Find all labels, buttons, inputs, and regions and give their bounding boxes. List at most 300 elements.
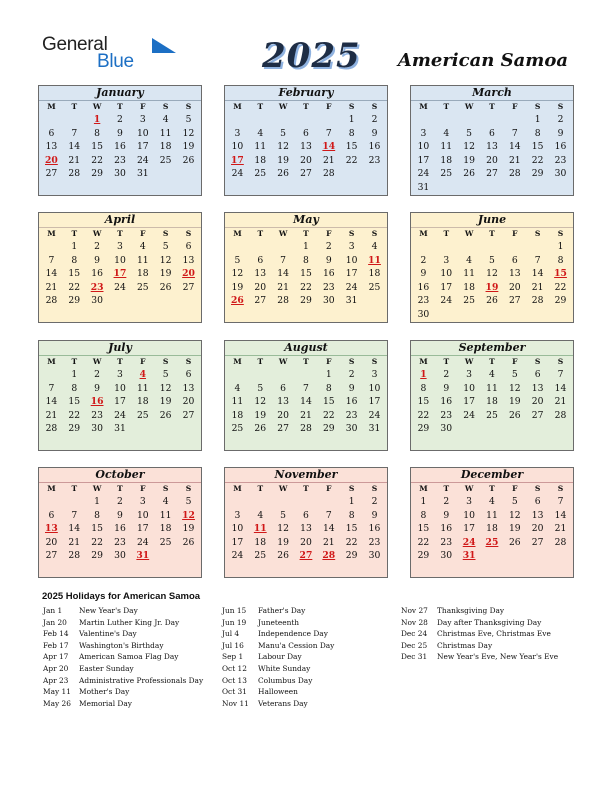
month-march bbox=[410, 85, 574, 196]
day-cell: 11 bbox=[486, 509, 498, 521]
weekday-header: S bbox=[557, 229, 564, 238]
day-cell: 29 bbox=[91, 550, 103, 562]
weekday-header: W bbox=[92, 229, 102, 238]
weekday-header: M bbox=[419, 357, 428, 366]
weekday-header: T bbox=[257, 102, 264, 111]
empty-day-cell bbox=[154, 549, 177, 563]
day-cell: 18 bbox=[159, 523, 172, 535]
weekday-header: M bbox=[233, 484, 242, 493]
day-cell: 2 bbox=[371, 114, 378, 125]
day-cell: 7 bbox=[557, 496, 564, 507]
day-cell: 23 bbox=[368, 154, 381, 166]
empty-day-cell bbox=[295, 495, 318, 509]
month-august bbox=[224, 340, 388, 451]
day-cell: 5 bbox=[234, 254, 241, 266]
day-cell: 26 bbox=[182, 154, 195, 166]
day-cell: 19 bbox=[277, 154, 289, 166]
holiday-name: Columbus Day bbox=[258, 675, 313, 685]
day-cell: 17 bbox=[114, 396, 126, 408]
month-days-table bbox=[40, 483, 200, 563]
day-cell: 6 bbox=[48, 509, 55, 521]
holiday-date: Nov 28 bbox=[401, 617, 428, 627]
day-cell: 19 bbox=[463, 154, 475, 166]
empty-day-cell bbox=[295, 113, 318, 127]
holiday-day-cell: 11 bbox=[368, 254, 381, 266]
day-cell: 9 bbox=[443, 509, 450, 521]
day-cell: 4 bbox=[443, 127, 450, 139]
empty-day-cell bbox=[154, 167, 177, 181]
day-cell: 13 bbox=[300, 141, 312, 153]
day-cell: 16 bbox=[345, 396, 358, 408]
day-cell: 8 bbox=[557, 254, 564, 266]
holiday-name: New Year's Day bbox=[79, 606, 138, 615]
month-june bbox=[410, 212, 574, 323]
day-cell: 26 bbox=[508, 536, 521, 548]
day-cell: 2 bbox=[117, 496, 123, 507]
month-october bbox=[38, 467, 202, 578]
weekday-header: S bbox=[557, 357, 564, 366]
holiday-day-cell: 23 bbox=[90, 281, 104, 293]
empty-day-cell bbox=[481, 181, 504, 195]
holiday-day-cell: 4 bbox=[139, 369, 146, 380]
month-name: November bbox=[225, 468, 387, 483]
day-cell: 29 bbox=[531, 168, 544, 180]
holiday-date: Apr 20 bbox=[43, 663, 69, 673]
empty-day-cell bbox=[503, 422, 526, 436]
day-cell: 19 bbox=[277, 536, 289, 548]
weekday-header: T bbox=[71, 484, 78, 493]
day-cell: 19 bbox=[182, 141, 195, 153]
day-cell: 19 bbox=[159, 268, 172, 280]
day-cell: 13 bbox=[182, 254, 195, 266]
weekday-header: T bbox=[443, 357, 450, 366]
day-cell: 19 bbox=[159, 396, 172, 408]
day-cell: 18 bbox=[159, 141, 172, 153]
day-cell: 20 bbox=[254, 281, 267, 293]
month-days-table bbox=[412, 101, 572, 195]
day-cell: 3 bbox=[139, 496, 146, 507]
month-july bbox=[38, 340, 202, 451]
holiday-day-cell: 17 bbox=[113, 268, 127, 280]
day-cell: 15 bbox=[68, 396, 81, 408]
day-cell: 9 bbox=[371, 127, 378, 139]
day-cell: 30 bbox=[91, 295, 103, 307]
day-cell: 15 bbox=[531, 141, 544, 153]
weekday-header: W bbox=[278, 484, 288, 493]
day-cell: 31 bbox=[114, 423, 126, 435]
day-cell: 10 bbox=[231, 141, 244, 153]
weekday-header: S bbox=[162, 229, 169, 238]
day-cell: 10 bbox=[114, 254, 126, 266]
day-cell: 18 bbox=[136, 396, 149, 408]
weekday-header: F bbox=[326, 484, 332, 493]
day-cell: 20 bbox=[508, 281, 521, 293]
day-cell: 20 bbox=[45, 536, 58, 548]
day-cell: 4 bbox=[489, 369, 495, 380]
day-cell: 1 bbox=[94, 496, 101, 507]
holiday-name: Christmas Eve, Christmas Eve bbox=[437, 629, 551, 639]
day-cell: 4 bbox=[466, 254, 473, 266]
holiday-date: May 11 bbox=[43, 687, 71, 697]
empty-day-cell bbox=[458, 181, 481, 195]
month-name: February bbox=[225, 86, 387, 101]
weekday-header: S bbox=[162, 102, 169, 111]
day-cell: 21 bbox=[300, 409, 312, 421]
month-april bbox=[38, 212, 202, 323]
day-cell: 7 bbox=[534, 254, 541, 266]
month-days-table bbox=[40, 101, 200, 181]
day-cell: 10 bbox=[136, 127, 149, 139]
holiday-row bbox=[222, 698, 334, 710]
day-cell: 4 bbox=[162, 496, 169, 507]
day-cell: 7 bbox=[325, 509, 332, 521]
day-cell: 21 bbox=[554, 396, 567, 408]
holiday-name: New Year's Eve, New Year's Eve bbox=[437, 652, 559, 662]
day-cell: 25 bbox=[159, 536, 172, 548]
holiday-date: Feb 14 bbox=[43, 629, 69, 639]
holiday-date: Dec 31 bbox=[401, 652, 428, 662]
weekday-header: S bbox=[371, 229, 378, 238]
day-cell: 1 bbox=[557, 241, 564, 252]
day-cell: 6 bbox=[511, 254, 518, 266]
weekday-header: W bbox=[278, 102, 288, 111]
day-cell: 29 bbox=[554, 295, 567, 307]
day-cell: 13 bbox=[254, 268, 267, 280]
month-may bbox=[224, 212, 388, 323]
day-cell: 24 bbox=[114, 281, 126, 293]
day-cell: 29 bbox=[417, 423, 430, 435]
holiday-row bbox=[222, 617, 334, 629]
month-name: September bbox=[411, 341, 573, 356]
holiday-row bbox=[222, 686, 334, 698]
holiday-date: Oct 13 bbox=[222, 675, 247, 685]
weekday-header: T bbox=[71, 102, 78, 111]
month-november bbox=[224, 467, 388, 578]
day-cell: 22 bbox=[300, 281, 312, 293]
empty-day-cell bbox=[503, 240, 526, 254]
weekday-header: M bbox=[419, 102, 428, 111]
calendar-year: 2025 bbox=[262, 36, 361, 76]
empty-day-cell bbox=[249, 368, 272, 382]
weekday-header: T bbox=[489, 484, 495, 493]
day-cell: 12 bbox=[159, 254, 172, 266]
day-cell: 3 bbox=[234, 509, 241, 521]
day-cell: 6 bbox=[280, 382, 287, 394]
holiday-date: Oct 12 bbox=[222, 663, 247, 673]
day-cell: 27 bbox=[45, 168, 58, 180]
weekday-header: S bbox=[185, 102, 192, 111]
day-cell: 30 bbox=[322, 295, 335, 307]
day-cell: 18 bbox=[440, 154, 453, 166]
weekday-header: W bbox=[92, 357, 102, 366]
day-cell: 14 bbox=[300, 396, 312, 408]
holiday-row bbox=[43, 605, 203, 617]
holiday-name: Memorial Day bbox=[79, 698, 132, 708]
general-blue-logo bbox=[42, 34, 152, 74]
empty-day-cell bbox=[177, 549, 200, 563]
day-cell: 3 bbox=[443, 254, 450, 266]
weekday-header: S bbox=[162, 357, 169, 366]
weekday-header: W bbox=[92, 484, 102, 493]
day-cell: 14 bbox=[68, 141, 81, 153]
day-cell: 22 bbox=[554, 281, 567, 293]
weekday-header: T bbox=[303, 229, 309, 238]
holiday-name: Halloween bbox=[258, 687, 298, 697]
empty-day-cell bbox=[109, 294, 132, 308]
holiday-day-cell: 11 bbox=[253, 523, 267, 535]
weekday-header: M bbox=[233, 229, 242, 238]
holiday-date: Jun 15 bbox=[222, 606, 247, 615]
holiday-day-cell: 26 bbox=[231, 295, 244, 307]
day-cell: 18 bbox=[486, 396, 498, 408]
day-cell: 16 bbox=[440, 396, 453, 408]
day-cell: 29 bbox=[68, 423, 81, 435]
day-cell: 23 bbox=[114, 154, 126, 166]
day-cell: 7 bbox=[71, 127, 78, 139]
day-cell: 9 bbox=[371, 509, 378, 521]
weekday-header: S bbox=[348, 229, 355, 238]
month-days-table bbox=[40, 228, 200, 308]
day-cell: 3 bbox=[117, 241, 123, 252]
day-cell: 30 bbox=[91, 423, 103, 435]
day-cell: 15 bbox=[322, 396, 335, 408]
empty-day-cell bbox=[40, 240, 63, 254]
empty-day-cell bbox=[131, 294, 154, 308]
weekday-header: T bbox=[303, 484, 309, 493]
day-cell: 27 bbox=[182, 281, 195, 293]
weekday-header: S bbox=[348, 484, 355, 493]
day-cell: 5 bbox=[511, 369, 518, 380]
day-cell: 26 bbox=[254, 423, 267, 435]
weekday-header: F bbox=[512, 357, 518, 366]
day-cell: 3 bbox=[139, 114, 146, 125]
weekday-header: S bbox=[371, 102, 378, 111]
day-cell: 7 bbox=[48, 382, 55, 394]
month-days-table bbox=[226, 483, 386, 563]
month-september bbox=[410, 340, 574, 451]
holiday-row bbox=[43, 675, 203, 687]
month-name: May bbox=[225, 213, 387, 228]
day-cell: 16 bbox=[417, 281, 430, 293]
holiday-day-cell: 12 bbox=[182, 509, 195, 521]
day-cell: 19 bbox=[508, 396, 521, 408]
day-cell: 10 bbox=[440, 268, 453, 280]
day-cell: 21 bbox=[322, 154, 335, 166]
holiday-date: Feb 17 bbox=[43, 640, 69, 650]
holiday-name: Labour Day bbox=[258, 652, 302, 662]
day-cell: 22 bbox=[322, 409, 335, 421]
day-cell: 23 bbox=[440, 536, 453, 548]
day-cell: 12 bbox=[463, 141, 475, 153]
day-cell: 31 bbox=[136, 168, 149, 180]
weekday-header: F bbox=[512, 484, 518, 493]
weekday-header: M bbox=[47, 357, 56, 366]
day-cell: 22 bbox=[345, 154, 358, 166]
weekday-header: T bbox=[257, 229, 264, 238]
day-cell: 21 bbox=[68, 154, 81, 166]
day-cell: 3 bbox=[466, 369, 473, 380]
empty-day-cell bbox=[435, 308, 458, 322]
empty-day-cell bbox=[435, 181, 458, 195]
holiday-row bbox=[43, 640, 203, 652]
holiday-row bbox=[222, 640, 334, 652]
empty-day-cell bbox=[177, 294, 200, 308]
day-cell: 15 bbox=[345, 141, 358, 153]
day-cell: 23 bbox=[417, 295, 430, 307]
weekday-header: M bbox=[419, 484, 428, 493]
day-cell: 10 bbox=[463, 382, 475, 394]
holiday-day-cell: 1 bbox=[93, 114, 101, 125]
day-cell: 7 bbox=[511, 127, 518, 139]
holiday-name: Day after Thanksgiving Day bbox=[437, 617, 542, 627]
day-cell: 17 bbox=[231, 536, 244, 548]
day-cell: 23 bbox=[91, 409, 103, 421]
day-cell: 1 bbox=[534, 114, 541, 125]
day-cell: 4 bbox=[257, 509, 264, 521]
month-name: April bbox=[39, 213, 201, 228]
day-cell: 17 bbox=[463, 523, 475, 535]
day-cell: 7 bbox=[280, 254, 287, 266]
month-name: July bbox=[39, 341, 201, 356]
day-cell: 28 bbox=[45, 423, 58, 435]
day-cell: 17 bbox=[463, 396, 475, 408]
country-title: American Samoa bbox=[397, 50, 568, 71]
empty-day-cell bbox=[412, 240, 435, 254]
day-cell: 28 bbox=[554, 409, 567, 421]
day-cell: 2 bbox=[94, 241, 101, 252]
day-cell: 31 bbox=[368, 423, 381, 435]
weekday-header: W bbox=[278, 357, 288, 366]
day-cell: 22 bbox=[417, 409, 430, 421]
day-cell: 8 bbox=[94, 509, 101, 521]
weekday-header: T bbox=[117, 229, 123, 238]
month-days-table bbox=[412, 356, 572, 436]
day-cell: 4 bbox=[139, 241, 146, 252]
day-cell: 25 bbox=[254, 550, 267, 562]
holiday-row bbox=[222, 628, 334, 640]
holiday-name: Manu'a Cession Day bbox=[258, 640, 335, 650]
day-cell: 12 bbox=[486, 268, 498, 280]
day-cell: 24 bbox=[231, 550, 244, 562]
holiday-day-cell: 20 bbox=[45, 154, 58, 166]
day-cell: 4 bbox=[257, 127, 264, 139]
day-cell: 25 bbox=[136, 409, 149, 421]
day-cell: 12 bbox=[182, 127, 195, 139]
holiday-day-cell: 1 bbox=[420, 369, 427, 380]
empty-day-cell bbox=[481, 549, 504, 563]
day-cell: 8 bbox=[420, 509, 427, 521]
empty-day-cell bbox=[481, 422, 504, 436]
day-cell: 17 bbox=[345, 268, 358, 280]
empty-day-cell bbox=[249, 495, 272, 509]
day-cell: 28 bbox=[531, 295, 544, 307]
day-cell: 1 bbox=[71, 369, 78, 380]
empty-day-cell bbox=[317, 113, 340, 127]
day-cell: 1 bbox=[348, 496, 355, 507]
day-cell: 9 bbox=[443, 382, 450, 394]
day-cell: 13 bbox=[45, 141, 58, 153]
day-cell: 10 bbox=[345, 254, 358, 266]
day-cell: 28 bbox=[68, 168, 81, 180]
day-cell: 25 bbox=[159, 154, 172, 166]
empty-day-cell bbox=[226, 495, 249, 509]
day-cell: 23 bbox=[554, 154, 567, 166]
day-cell: 24 bbox=[136, 154, 149, 166]
weekday-header: W bbox=[278, 229, 288, 238]
holiday-day-cell: 20 bbox=[182, 268, 195, 280]
day-cell: 21 bbox=[322, 536, 335, 548]
holiday-row bbox=[222, 663, 334, 675]
day-cell: 29 bbox=[322, 423, 335, 435]
weekday-header: S bbox=[185, 484, 192, 493]
day-cell: 21 bbox=[531, 281, 544, 293]
day-cell: 29 bbox=[417, 550, 430, 562]
month-name: August bbox=[225, 341, 387, 356]
day-cell: 20 bbox=[182, 396, 195, 408]
day-cell: 14 bbox=[45, 268, 58, 280]
weekday-header: S bbox=[534, 102, 541, 111]
day-cell: 15 bbox=[91, 141, 103, 153]
weekday-header: T bbox=[443, 102, 450, 111]
empty-day-cell bbox=[363, 294, 386, 308]
day-cell: 30 bbox=[368, 550, 381, 562]
day-cell: 22 bbox=[345, 536, 358, 548]
day-cell: 28 bbox=[300, 423, 312, 435]
empty-day-cell bbox=[526, 308, 549, 322]
weekday-header: S bbox=[557, 102, 564, 111]
day-cell: 17 bbox=[368, 396, 381, 408]
day-cell: 12 bbox=[508, 509, 521, 521]
day-cell: 3 bbox=[466, 496, 473, 507]
day-cell: 16 bbox=[322, 268, 335, 280]
day-cell: 6 bbox=[489, 127, 495, 139]
holiday-date: May 26 bbox=[43, 698, 71, 708]
day-cell: 13 bbox=[531, 382, 544, 394]
month-name: June bbox=[411, 213, 573, 228]
holiday-name: Martin Luther King Jr. Day bbox=[79, 617, 180, 627]
month-december bbox=[410, 467, 574, 578]
day-cell: 1 bbox=[71, 241, 78, 252]
weekday-header: M bbox=[233, 357, 242, 366]
day-cell: 9 bbox=[94, 382, 101, 394]
day-cell: 3 bbox=[371, 369, 378, 380]
day-cell: 27 bbox=[531, 536, 544, 548]
empty-day-cell bbox=[40, 495, 63, 509]
weekday-header: F bbox=[140, 484, 146, 493]
empty-day-cell bbox=[412, 113, 435, 127]
weekday-header: T bbox=[303, 102, 309, 111]
day-cell: 8 bbox=[348, 127, 355, 139]
day-cell: 15 bbox=[417, 396, 430, 408]
empty-day-cell bbox=[458, 308, 481, 322]
holiday-date: Jul 16 bbox=[222, 640, 244, 650]
holiday-date: Nov 11 bbox=[222, 698, 249, 708]
day-cell: 26 bbox=[277, 550, 289, 562]
day-cell: 8 bbox=[94, 127, 101, 139]
empty-day-cell bbox=[458, 113, 481, 127]
logo-word-blue: Blue bbox=[97, 51, 134, 72]
day-cell: 9 bbox=[348, 382, 355, 394]
day-cell: 16 bbox=[440, 523, 453, 535]
empty-day-cell bbox=[526, 240, 549, 254]
month-february bbox=[224, 85, 388, 196]
day-cell: 14 bbox=[68, 523, 81, 535]
holiday-row bbox=[43, 651, 203, 663]
day-cell: 8 bbox=[534, 127, 541, 139]
holiday-day-cell: 24 bbox=[462, 536, 476, 548]
holiday-date: Sep 1 bbox=[222, 652, 244, 662]
empty-day-cell bbox=[249, 240, 272, 254]
